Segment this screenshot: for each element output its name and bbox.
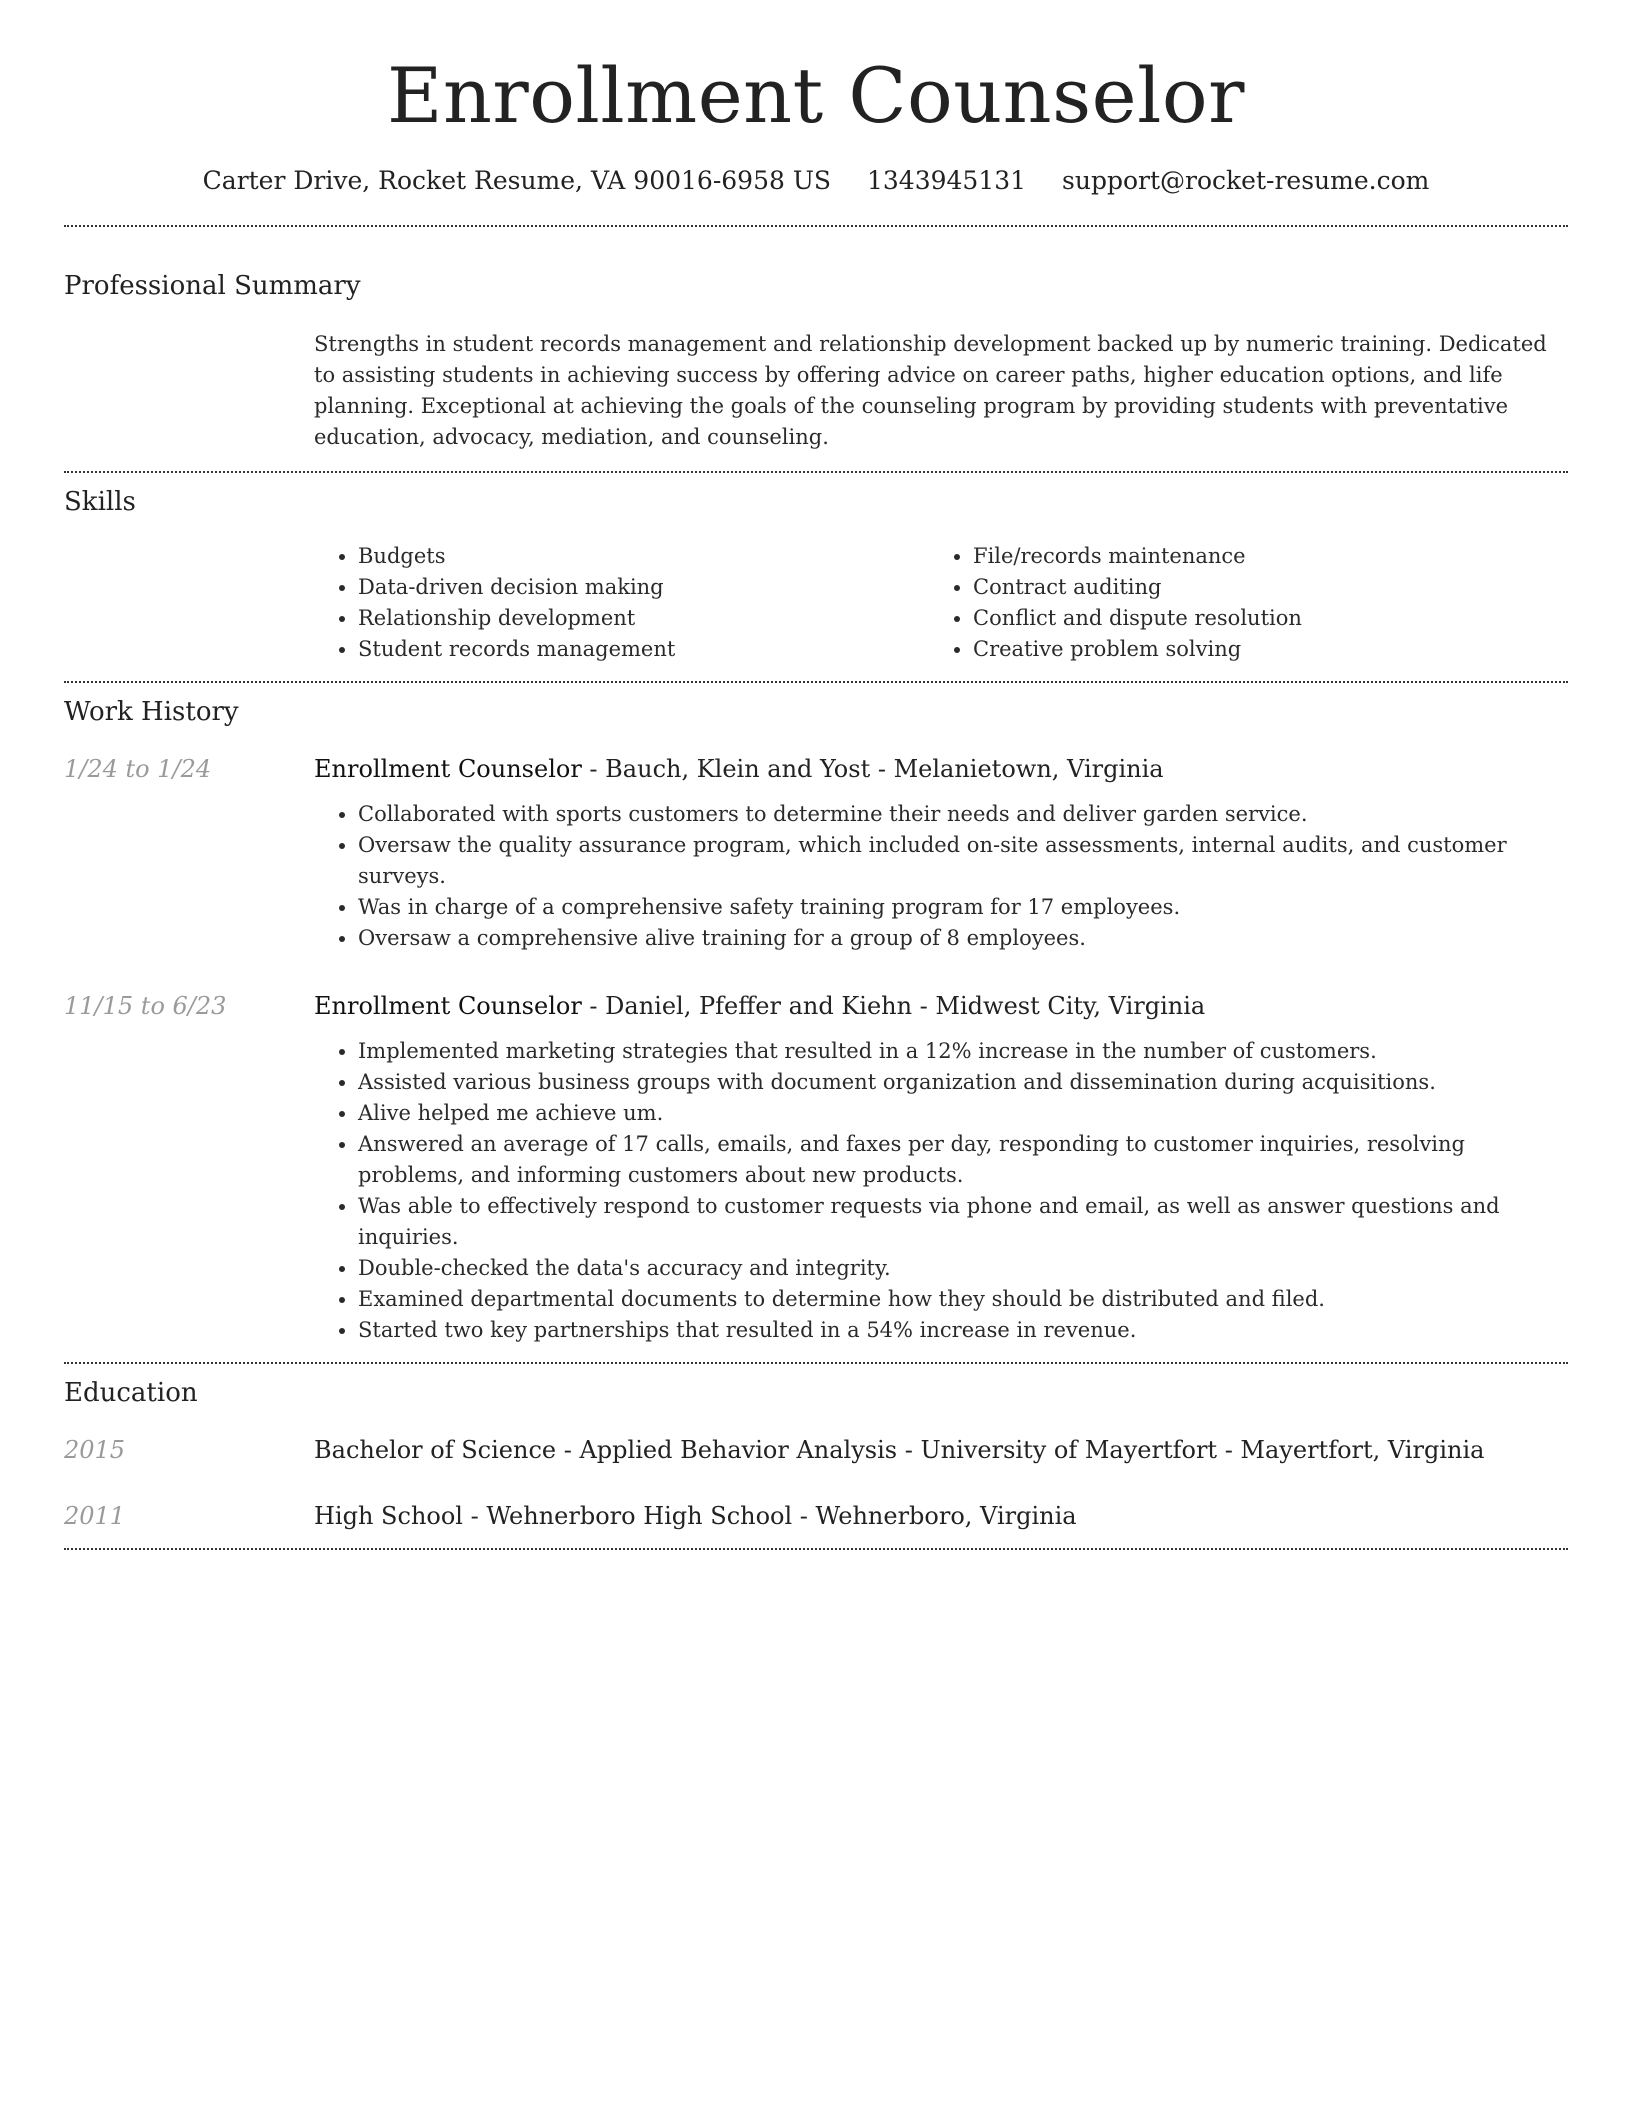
education-entry [64, 1434, 1568, 1466]
education-date: 2015 [64, 1435, 126, 1464]
skill-item: • Creative problem solving [973, 634, 1529, 665]
job-bullet: • Oversaw a comprehensive alive training for a group of 8 employees. [358, 923, 1568, 954]
summary-text: Strengths in student records management and relationship development backed up by numeric training. Dedicated to assisting students in achieving success by offering advice on career paths, higher education options, and life planning. Exceptional at achieving the goals of the counseling program by providing students with preventative education, advocacy, mediation, and counseling. [314, 331, 1547, 449]
job-details: - Bauch, Klein and Yost - Melanietown, Virginia [581, 754, 1164, 783]
job-bullets [314, 799, 1568, 954]
skill-item: • Data-driven decision making [358, 572, 929, 603]
spacer [64, 1532, 1568, 1548]
work-history-section [64, 697, 1568, 1362]
job-bullet: • Examined departmental documents to determine how they should be distributed and filed. [358, 1284, 1568, 1315]
section-divider [64, 225, 1568, 227]
education-text: Bachelor of Science - Applied Behavior Analysis - University of Mayertfort - Mayertfort, Virginia [314, 1435, 1485, 1464]
job-heading [314, 990, 1568, 1022]
education-text: High School - Wehnerboro High School - Wehnerboro, Virginia [314, 1501, 1077, 1530]
job-entry [64, 990, 1568, 1346]
job-bullet: • Collaborated with sports customers to determine their needs and deliver garden service. [358, 799, 1568, 830]
skills-list-right [929, 541, 1529, 665]
summary-section [64, 271, 1568, 453]
section-divider [64, 471, 1568, 473]
education-entry [64, 1500, 1568, 1532]
job-content [314, 753, 1568, 954]
skills-section [64, 487, 1568, 665]
job-bullet: • Alive helped me achieve um. [358, 1098, 1568, 1129]
education-title: Education [64, 1377, 198, 1408]
job-heading [314, 753, 1568, 785]
education-date: 2011 [64, 1501, 126, 1530]
skills-title: Skills [64, 486, 136, 517]
job-entry [64, 753, 1568, 954]
job-bullet: • Answered an average of 17 calls, emails, and faxes per day, responding to customer inquiries, resolving problems, and informing customers about new products. [358, 1129, 1568, 1191]
contact-address: Carter Drive, Rocket Resume, VA 90016-6958 US [202, 165, 832, 195]
contact-email: support@rocket-resume.com [1062, 165, 1430, 195]
job-bullet: • Double-checked the data's accuracy and integrity. [358, 1253, 1568, 1284]
skill-item: • Conflict and dispute resolution [973, 603, 1529, 634]
job-content [314, 990, 1568, 1346]
skill-item: • Budgets [358, 541, 929, 572]
job-bullet: • Was in charge of a comprehensive safety training program for 17 employees. [358, 892, 1568, 923]
job-bullet: • Oversaw the quality assurance program, which included on-site assessments, internal audits, and customer surveys. [358, 830, 1568, 892]
candidate-name: Enrollment Counselor [387, 51, 1245, 140]
skills-list-left [314, 541, 929, 665]
job-bullet: • Was able to effectively respond to customer requests via phone and email, as well as answer questions and inquiries. [358, 1191, 1568, 1253]
job-role: Enrollment Counselor [314, 991, 582, 1020]
skill-item: • File/records maintenance [973, 541, 1529, 572]
job-details: - Daniel, Pfeffer and Kiehn - Midwest City, Virginia [581, 991, 1206, 1020]
job-bullet: • Started two key partnerships that resulted in a 54% increase in revenue. [358, 1315, 1568, 1346]
job-bullet: • Assisted various business groups with document organization and dissemination during acquisitions. [358, 1067, 1568, 1098]
contact-line [64, 166, 1568, 195]
spacer [64, 1346, 1568, 1362]
job-date: 1/24 to 1/24 [64, 754, 212, 783]
section-divider [64, 681, 1568, 683]
work-history-title: Work History [64, 696, 239, 727]
skill-item: • Relationship development [358, 603, 929, 634]
skill-item: • Student records management [358, 634, 929, 665]
job-bullets [314, 1036, 1568, 1346]
education-section [64, 1378, 1568, 1548]
skills-grid [314, 541, 1568, 665]
skill-item: • Contract auditing [973, 572, 1529, 603]
job-role: Enrollment Counselor [314, 754, 582, 783]
job-date: 11/15 to 6/23 [64, 991, 227, 1020]
section-divider [64, 1362, 1568, 1364]
contact-phone: 1343945131 [867, 165, 1027, 195]
section-divider [64, 1548, 1568, 1550]
job-bullet: • Implemented marketing strategies that resulted in a 12% increase in the number of customers. [358, 1036, 1568, 1067]
summary-title: Professional Summary [64, 270, 361, 301]
